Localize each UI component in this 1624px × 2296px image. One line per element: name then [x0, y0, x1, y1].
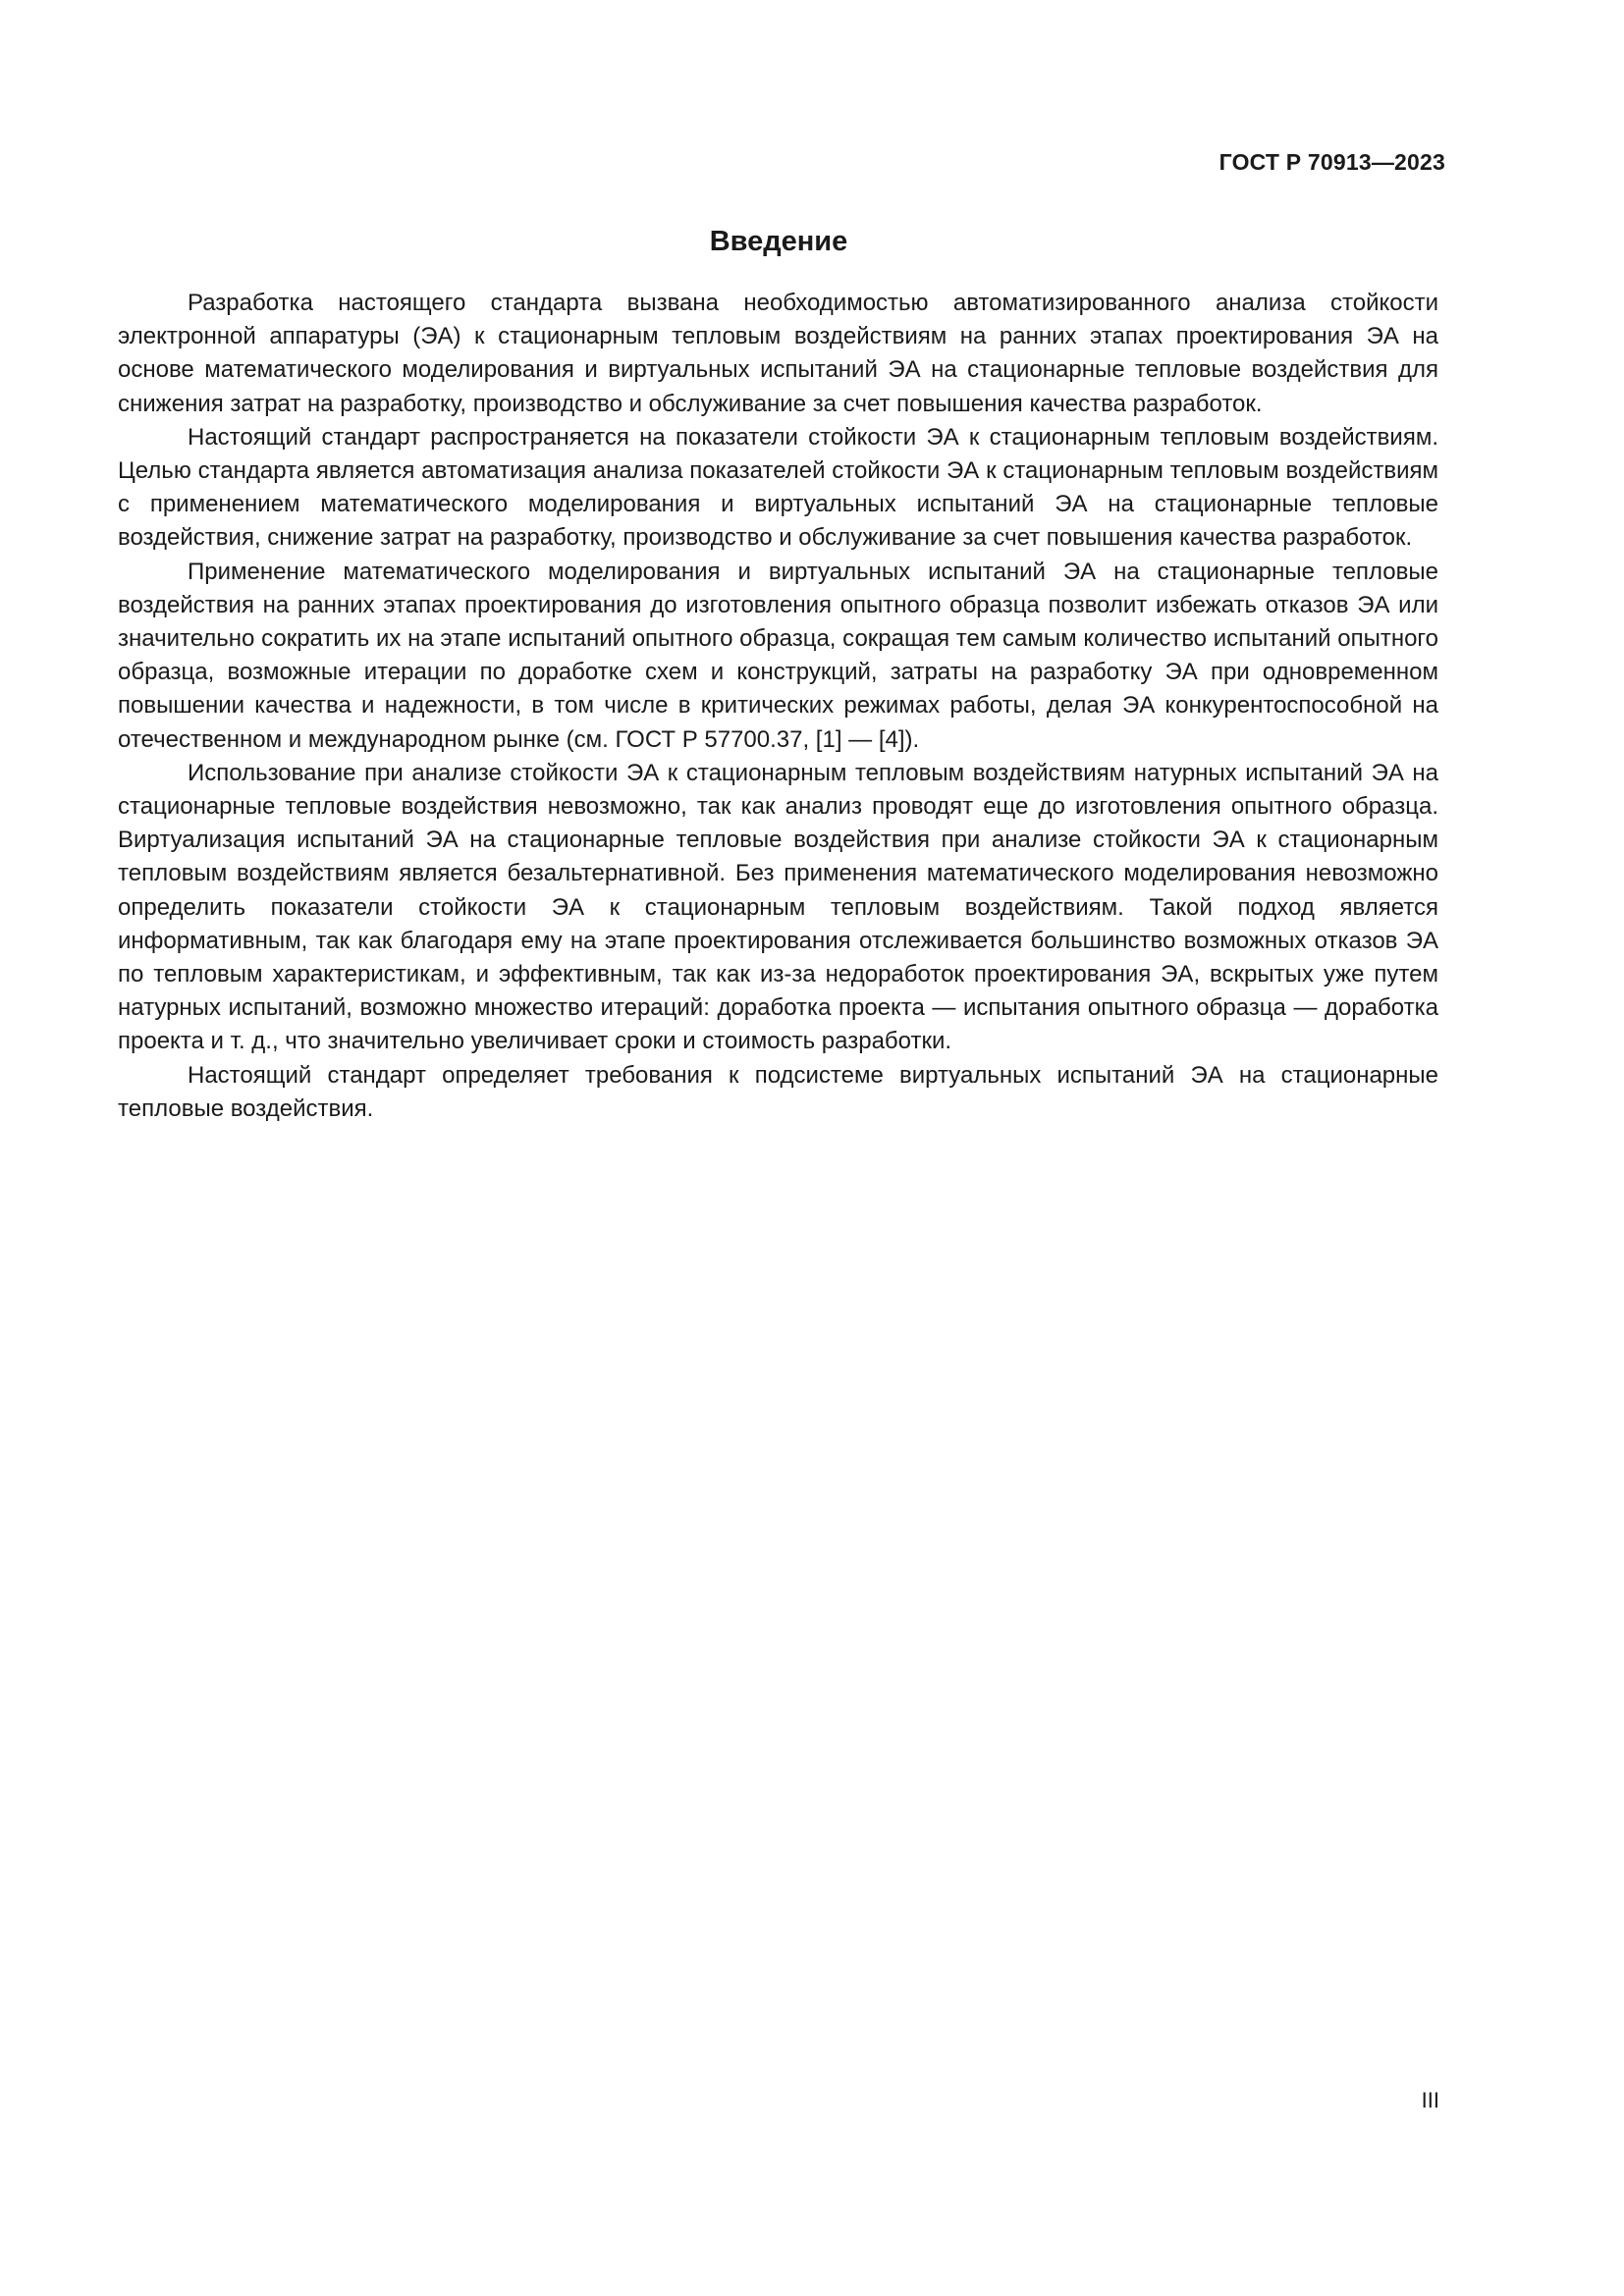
- paragraph-2: Настоящий стандарт распространяется на показатели стойкости ЭА к стационарным тепловым воздействиям. Целью стандарта является автоматизация анализа показателей стойкости ЭА к стационарным тепловым воздействиям с применением математического моделирования и виртуальных испытаний ЭА на стационарные тепловые воздействия, снижение затрат на разработку, производство и обслуживание за счет повышения качества разработок.: [118, 423, 1438, 552]
- paragraph-1: Разработка настоящего стандарта вызвана необходимостью автоматизированного анализа стойкости электронной аппаратуры (ЭА) к стационарным тепловым воздействиям на ранних этапах проектирования ЭА на основе математического моделирования и виртуальных испытаний ЭА на стационарные тепловые воздействия для снижения затрат на разработку, производство и обслуживание за счет повышения качества разработок.: [118, 290, 1438, 417]
- standard-id-header: ГОСТ Р 70913—2023: [1218, 149, 1445, 175]
- paragraph-5: Настоящий стандарт определяет требования к подсистеме виртуальных испытаний ЭА на стационарные тепловые воздействия.: [118, 1061, 1438, 1122]
- paragraph-4: Использование при анализе стойкости ЭА к стационарным тепловым воздействиям натурных испытаний ЭА на стационарные тепловые воздействия невозможно, так как анализ проводят еще до изготовления опытного образца. Виртуализация испытаний ЭА на стационарные тепловые воздействия при анализе стойкости ЭА к стационарным тепловым воздействиям является безальтернативной. Без применения математического моделирования невозможно определить показатели стойкости ЭА к стационарным тепловым воздействиям. Такой подход является информативным, так как благодаря ему на этапе проектирования отслеживается большинство возможных отказов ЭА по тепловым характеристикам, и эффективным, так как из-за недоработок проектирования ЭА, вскрытых уже путем натурных испытаний, возможно множество итераций: доработка проекта — испытания опытного образца — доработка проекта и т. д., что значительно увеличивает сроки и стоимость разработки.: [118, 759, 1438, 1055]
- body-text: [118, 287, 1438, 1126]
- page-number: III: [1421, 2088, 1439, 2112]
- section-title: Введение: [709, 226, 848, 257]
- paragraph-3: Применение математического моделирования и виртуальных испытаний ЭА на стационарные тепловые воздействия на ранних этапах проектирования до изготовления опытного образца позволит избежать отказов ЭА или значительно сократить их на этапе испытаний опытного образца, сокращая тем самым количество испытаний опытного образца, возможные итерации по доработке схем и конструкций, затраты на разработку ЭА при одновременном повышении качества и надежности, в том числе в критических режимах работы, делая ЭА конкурентоспособной на отечественном и международном рынке (см. ГОСТ Р 57700.37, [1] — [4]).: [118, 558, 1438, 753]
